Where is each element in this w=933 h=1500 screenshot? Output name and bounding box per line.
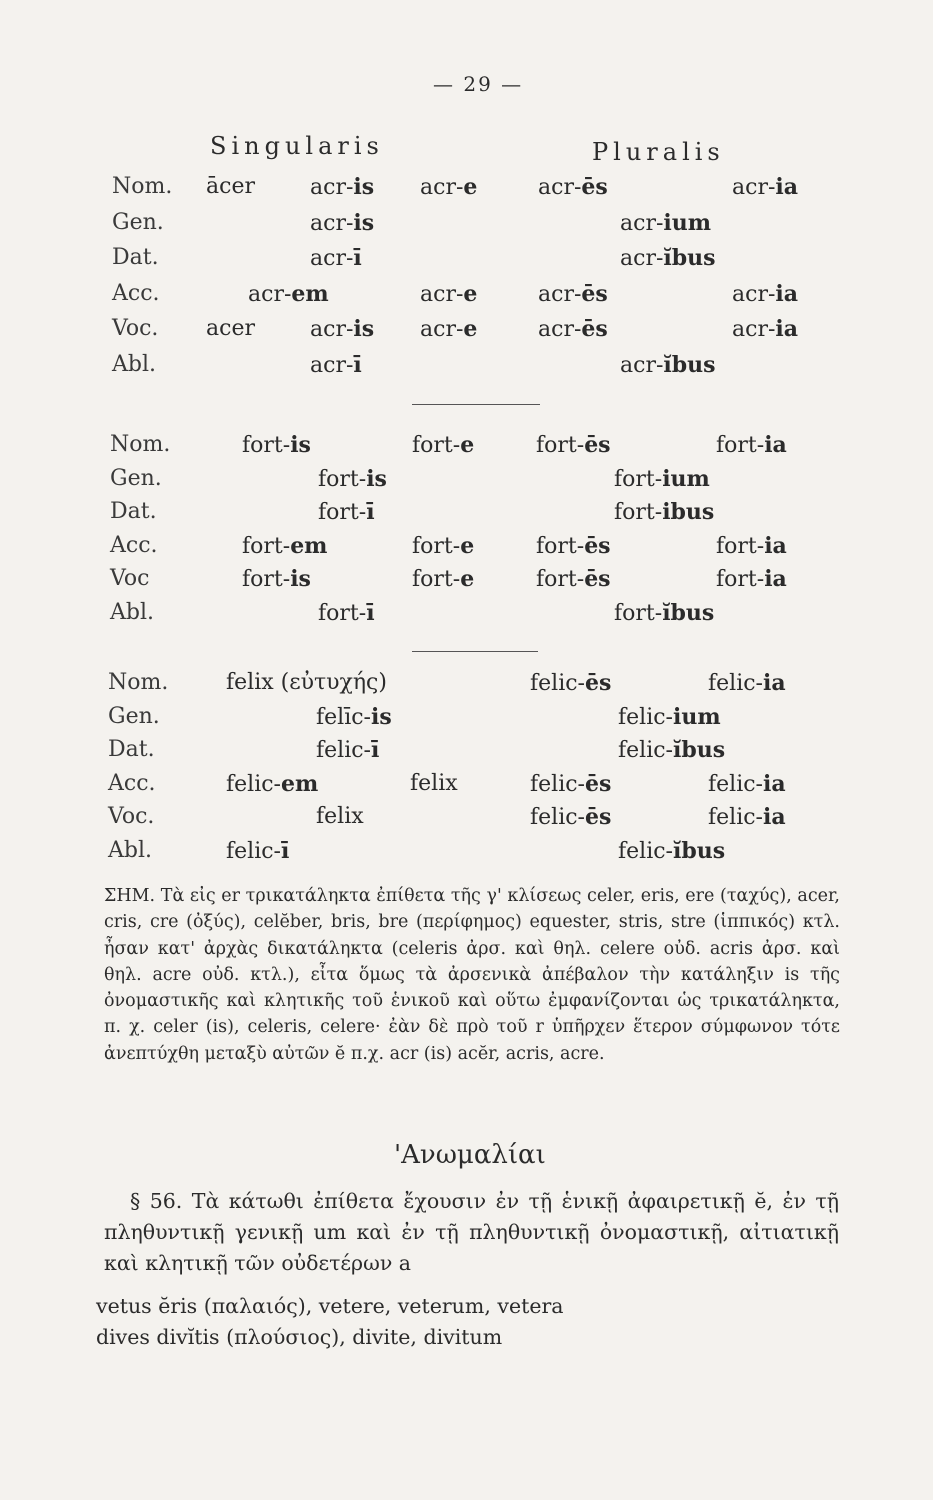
form-cell: acr-ium bbox=[620, 209, 712, 236]
form-cell: felix bbox=[316, 804, 364, 830]
form-cell: ācer bbox=[206, 174, 255, 199]
form-cell: felic-ī bbox=[316, 737, 380, 764]
form-cell: acr-em bbox=[248, 280, 329, 307]
form-cell: fort-e bbox=[412, 432, 475, 458]
dives-line: dives divĭtis (πλούσιος), divite, divitum bbox=[96, 1325, 503, 1349]
vetus-line: vetus ĕris (παλαιός), vetere, veterum, vetera bbox=[96, 1294, 564, 1318]
case-label: Gen. bbox=[112, 209, 164, 235]
form-cell: fort-is bbox=[242, 432, 311, 458]
separator-1 bbox=[412, 404, 540, 405]
form-cell: fort-e bbox=[412, 532, 475, 559]
form-cell: felic-ēs bbox=[530, 670, 612, 696]
form-cell: felic-ĭbus bbox=[618, 838, 726, 864]
form-cell: fort-is bbox=[242, 566, 311, 593]
case-label: Nom. bbox=[108, 670, 169, 695]
form-cell: felic-ia bbox=[708, 804, 786, 831]
form-cell: felix bbox=[410, 770, 458, 796]
form-cell: acr-e bbox=[420, 174, 478, 200]
form-cell: acr-ēs bbox=[538, 174, 608, 200]
case-label: Dat. bbox=[110, 499, 157, 525]
form-cell: fort-ia bbox=[716, 532, 787, 559]
separator-2 bbox=[412, 651, 538, 652]
case-label: Voc. bbox=[108, 804, 155, 830]
form-cell: acr-ia bbox=[732, 280, 799, 307]
form-cell: fort-ēs bbox=[536, 432, 611, 458]
form-cell: felic-ēs bbox=[530, 804, 612, 831]
form-cell: acr-e bbox=[420, 316, 478, 343]
section-title: 'Ανωμαλίαι bbox=[394, 1140, 546, 1170]
form-cell: fort-ēs bbox=[536, 566, 611, 593]
case-label: Acc. bbox=[110, 532, 158, 558]
form-cell: fort-em bbox=[242, 532, 328, 559]
form-cell: felic-ia bbox=[708, 770, 786, 797]
case-label: Acc. bbox=[112, 280, 160, 306]
form-cell: acr-ēs bbox=[538, 316, 608, 343]
form-cell: acer bbox=[206, 316, 255, 342]
form-cell: acr-is bbox=[310, 174, 375, 200]
form-cell: acr-ĭbus bbox=[620, 245, 716, 272]
singularis-header: Singularis bbox=[210, 132, 384, 160]
note-paragraph bbox=[104, 883, 840, 1067]
form-cell: felic-ēs bbox=[530, 770, 612, 797]
form-cell: fort-ia bbox=[716, 566, 787, 593]
note-text: Τὰ εἰς er τρικατάληκτα ἐπίθετα τῆς γ' κλίσεως celer, eris, ere (ταχύς), acer, cris, cre (ὀξύς), celĕber, bris, bre (περίφημος) equester, stris, stre (ἱππικός) κτλ. ἦσαν κατ' ἀρχὰς δικατάληκτα (celeris ἀρσ. καὶ θηλ. celere οὐδ. acris ἀρσ. καὶ θηλ. acre οὐδ. κτλ.), εἶτα ὅμως τὰ ἀρσενικὰ ἀπέβαλον τὴν κατάληξιν is τῆς ὀνομαστικῆς καὶ κλητικῆς τοῦ ἑνικοῦ καὶ οὕτω ἐμφανίζονται ὡς τρικατάληκτα, π. χ. celer (is), celeris, celere· ἐὰν δὲ πρὸ τοῦ r ὑπῆρχεν ἕτερον σύμφωνον τότε ἀνεπτύχθη μεταξὺ αὐτῶν ĕ π.χ. acr (is) acĕr, acris, acre. bbox=[104, 886, 840, 1064]
case-label: Dat. bbox=[112, 245, 159, 271]
form-cell: fort-ī bbox=[318, 600, 375, 626]
form-cell: acr-ī bbox=[310, 245, 362, 272]
case-label: Nom. bbox=[110, 432, 171, 457]
form-cell: fort-ibus bbox=[614, 499, 715, 526]
form-cell: acr-is bbox=[310, 316, 375, 343]
case-label: Acc. bbox=[108, 770, 156, 796]
case-label: Dat. bbox=[108, 737, 155, 763]
case-label: Abl. bbox=[110, 600, 154, 625]
case-label: Voc bbox=[110, 566, 150, 592]
case-label: Voc. bbox=[112, 316, 159, 342]
case-label: Abl. bbox=[112, 352, 156, 377]
note-label: ΣΗΜ. bbox=[104, 886, 156, 906]
case-label: Gen. bbox=[108, 703, 160, 729]
form-cell: fort-ī bbox=[318, 499, 375, 526]
form-cell: fort-is bbox=[318, 465, 387, 492]
form-cell: felix (εὐτυχής) bbox=[226, 670, 387, 695]
page-number: — 29 — bbox=[433, 72, 524, 96]
pluralis-header: Pluralis bbox=[592, 138, 725, 166]
form-cell: fort-ium bbox=[614, 465, 710, 492]
case-label: Abl. bbox=[108, 838, 152, 863]
form-cell: fort-ĭbus bbox=[614, 600, 715, 626]
form-cell: fort-ia bbox=[716, 432, 787, 458]
form-cell: felic-ium bbox=[618, 703, 721, 730]
form-cell: felic-ĭbus bbox=[618, 737, 726, 764]
case-label: Gen. bbox=[110, 465, 162, 491]
form-cell: acr-ī bbox=[310, 352, 362, 378]
form-cell: acr-ia bbox=[732, 316, 799, 343]
form-cell: acr-e bbox=[420, 280, 478, 307]
form-cell: felic-em bbox=[226, 770, 319, 797]
form-cell: felic-ī bbox=[226, 838, 290, 864]
form-cell: acr-ēs bbox=[538, 280, 608, 307]
form-cell: acr-is bbox=[310, 209, 375, 236]
form-cell: felīc-is bbox=[316, 703, 392, 730]
case-label: Nom. bbox=[112, 174, 173, 199]
form-cell: fort-ēs bbox=[536, 532, 611, 559]
form-cell: acr-ia bbox=[732, 174, 799, 200]
form-cell: acr-ĭbus bbox=[620, 352, 716, 378]
form-cell: fort-e bbox=[412, 566, 475, 593]
form-cell: felic-ia bbox=[708, 670, 786, 696]
section-56-paragraph: § 56. Τὰ κάτωθι ἐπίθετα ἔχουσιν ἐν τῇ ἑνικῇ ἀφαιρετικῇ ĕ, ἐν τῇ πληθυντικῇ γενικῇ um καὶ ἐν τῇ πληθυντικῇ ὀνομαστικῇ, αἰτιατικῇ καὶ κλητικῇ τῶν οὐδετέρων a bbox=[104, 1189, 839, 1275]
